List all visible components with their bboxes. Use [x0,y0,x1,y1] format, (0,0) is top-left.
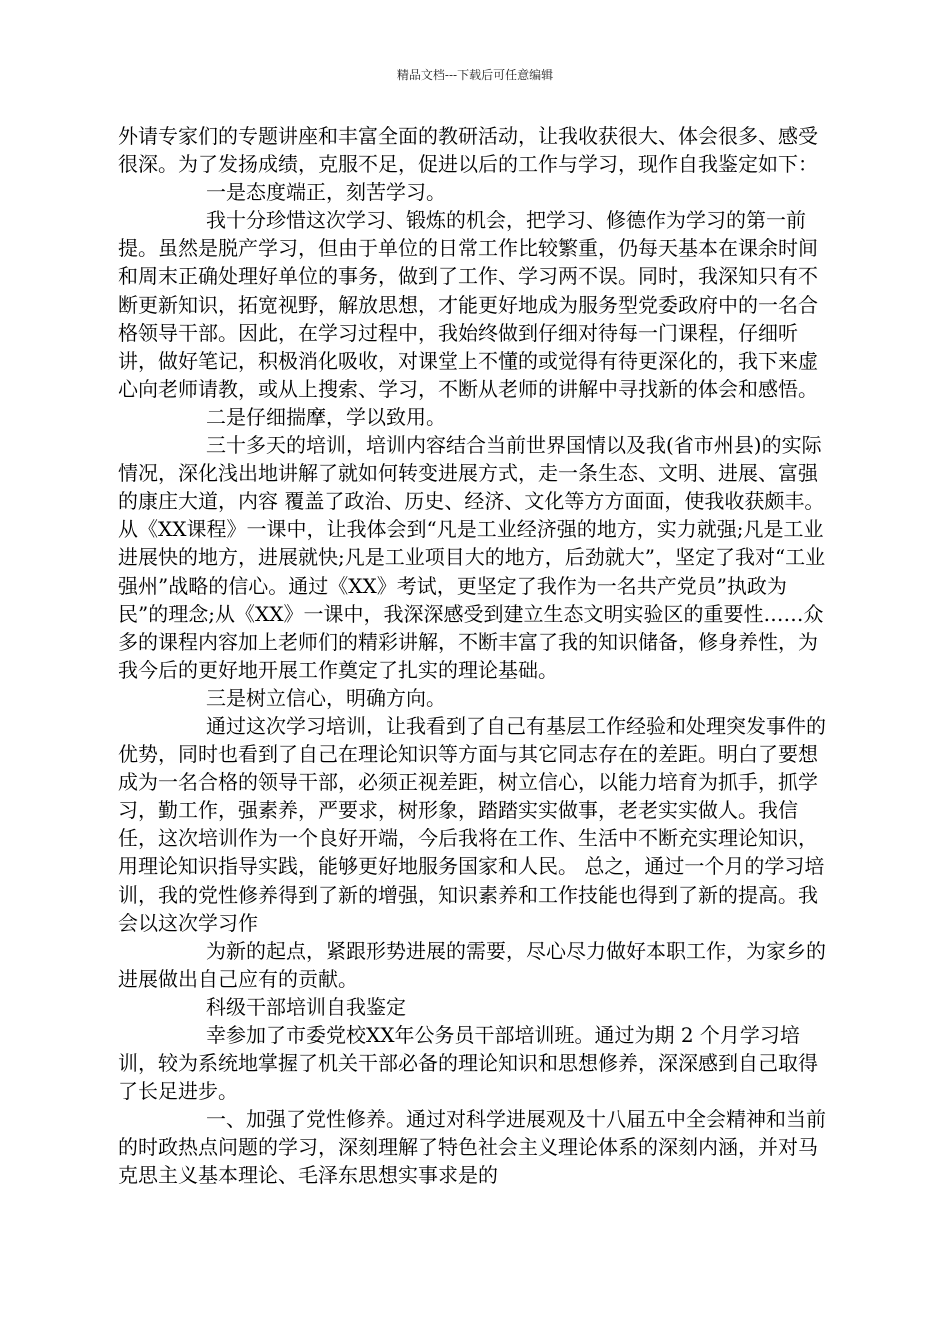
paragraph: 外请专家们的专题讲座和丰富全面的教研活动，让我收获很大、体会很多、感受很深。为了发扬成绩，克服不足，促进以后的工作与学习，现作自我鉴定如下： [118,124,818,177]
paragraph: 一是态度端正，刻苦学习。 [206,180,446,205]
paragraph: 幸参加了市委党校XX年公务员干部培训班。通过为期 2 个月学习培训，较为系统地掌握了机关干部必备的理论知识和思想修养，深深感到自己取得了长足进步。 [118,1023,818,1104]
paragraph: 通过这次学习培训，让我看到了自己有基层工作经验和处理突发事件的优势，同时也看到了自己在理论知识等方面与其它同志存在的差距。明白了要想成为一名合格的领导干部，必须正视差距，树立信心，以能力培育为抓手，抓学习，勤工作，强素养，严要求，树形象，踏踏实实做事，老老实实做人。我信任，这次培训作为一个良好开端，今后我将在工作、生活中不断充实理论知识，用理论知识指导实践，能够更好地服务国家和人民。 总之，通过一个月的学习培训，我的党性修养得到了新的增强，知识素养和工作技能也得到了新的提高。我会以这次学习作 [118,713,826,935]
paragraph: 科级干部培训自我鉴定 [206,994,406,1019]
document-body [118,122,834,1190]
paragraph: 为新的起点，紧跟形势进展的需要，尽心尽力做好本职工作，为家乡的进展做出自己应有的贡献。 [118,938,826,991]
paragraph: 我十分珍惜这次学习、锻炼的机会，把学习、修德作为学习的第一前提。虽然是脱产学习，但由于单位的日常工作比较繁重，仍每天基本在课余时间和周末正确处理好单位的事务，做到了工作、学习两不误。同时，我深知只有不断更新知识，拓宽视野，解放思想，才能更好地成为服务型党委政府中的一名合格领导干部。因此，在学习过程中，我始终做到仔细对待每一门课程，仔细听讲，做好笔记，积极消化吸收，对课堂上不懂的或觉得有待更深化的，我下来虚心向老师请教，或从上搜索、学习，不断从老师的讲解中寻找新的体会和感悟。 [118,208,818,401]
paragraph: 二是仔细揣摩，学以致用。 [206,404,446,429]
paragraph: 三十多天的培训，培训内容结合当前世界国情以及我(省市州县)的实际情况，深化浅出地讲解了就如何转变进展方式，走一条生态、文明、进展、富强的康庄大道，内容 覆盖了政治、历史、经济、文化等方方面面，使我收获颇丰。从《XX课程》一课中，让我体会到“凡是工业经济强的地方，实力就强;凡是工业进展快的地方，进展就快;凡是工业项目大的地方，后劲就大”，坚定了我对“工业强州”战略的信心。通过《XX》考试，更坚定了我作为一名共产党员”执政为民”的理念;从《XX》一课中，我深深感受到建立生态文明实验区的重要性……众多的课程内容加上老师们的精彩讲解，不断丰富了我的知识储备，修身养性，为我今后的更好地开展工作奠定了扎实的理论基础。 [118,433,826,682]
paragraph: 一、加强了党性修养。通过对科学进展观及十八届五中全会精神和当前的时政热点问题的学习，深刻理解了特色社会主义理论体系的深刻内涵，并对马克思主义基本理论、毛泽东思想实事求是的 [118,1107,826,1188]
page-header: 精品文档---下载后可任意编辑 [396,68,554,82]
paragraph: 三是树立信心，明确方向。 [206,685,446,710]
